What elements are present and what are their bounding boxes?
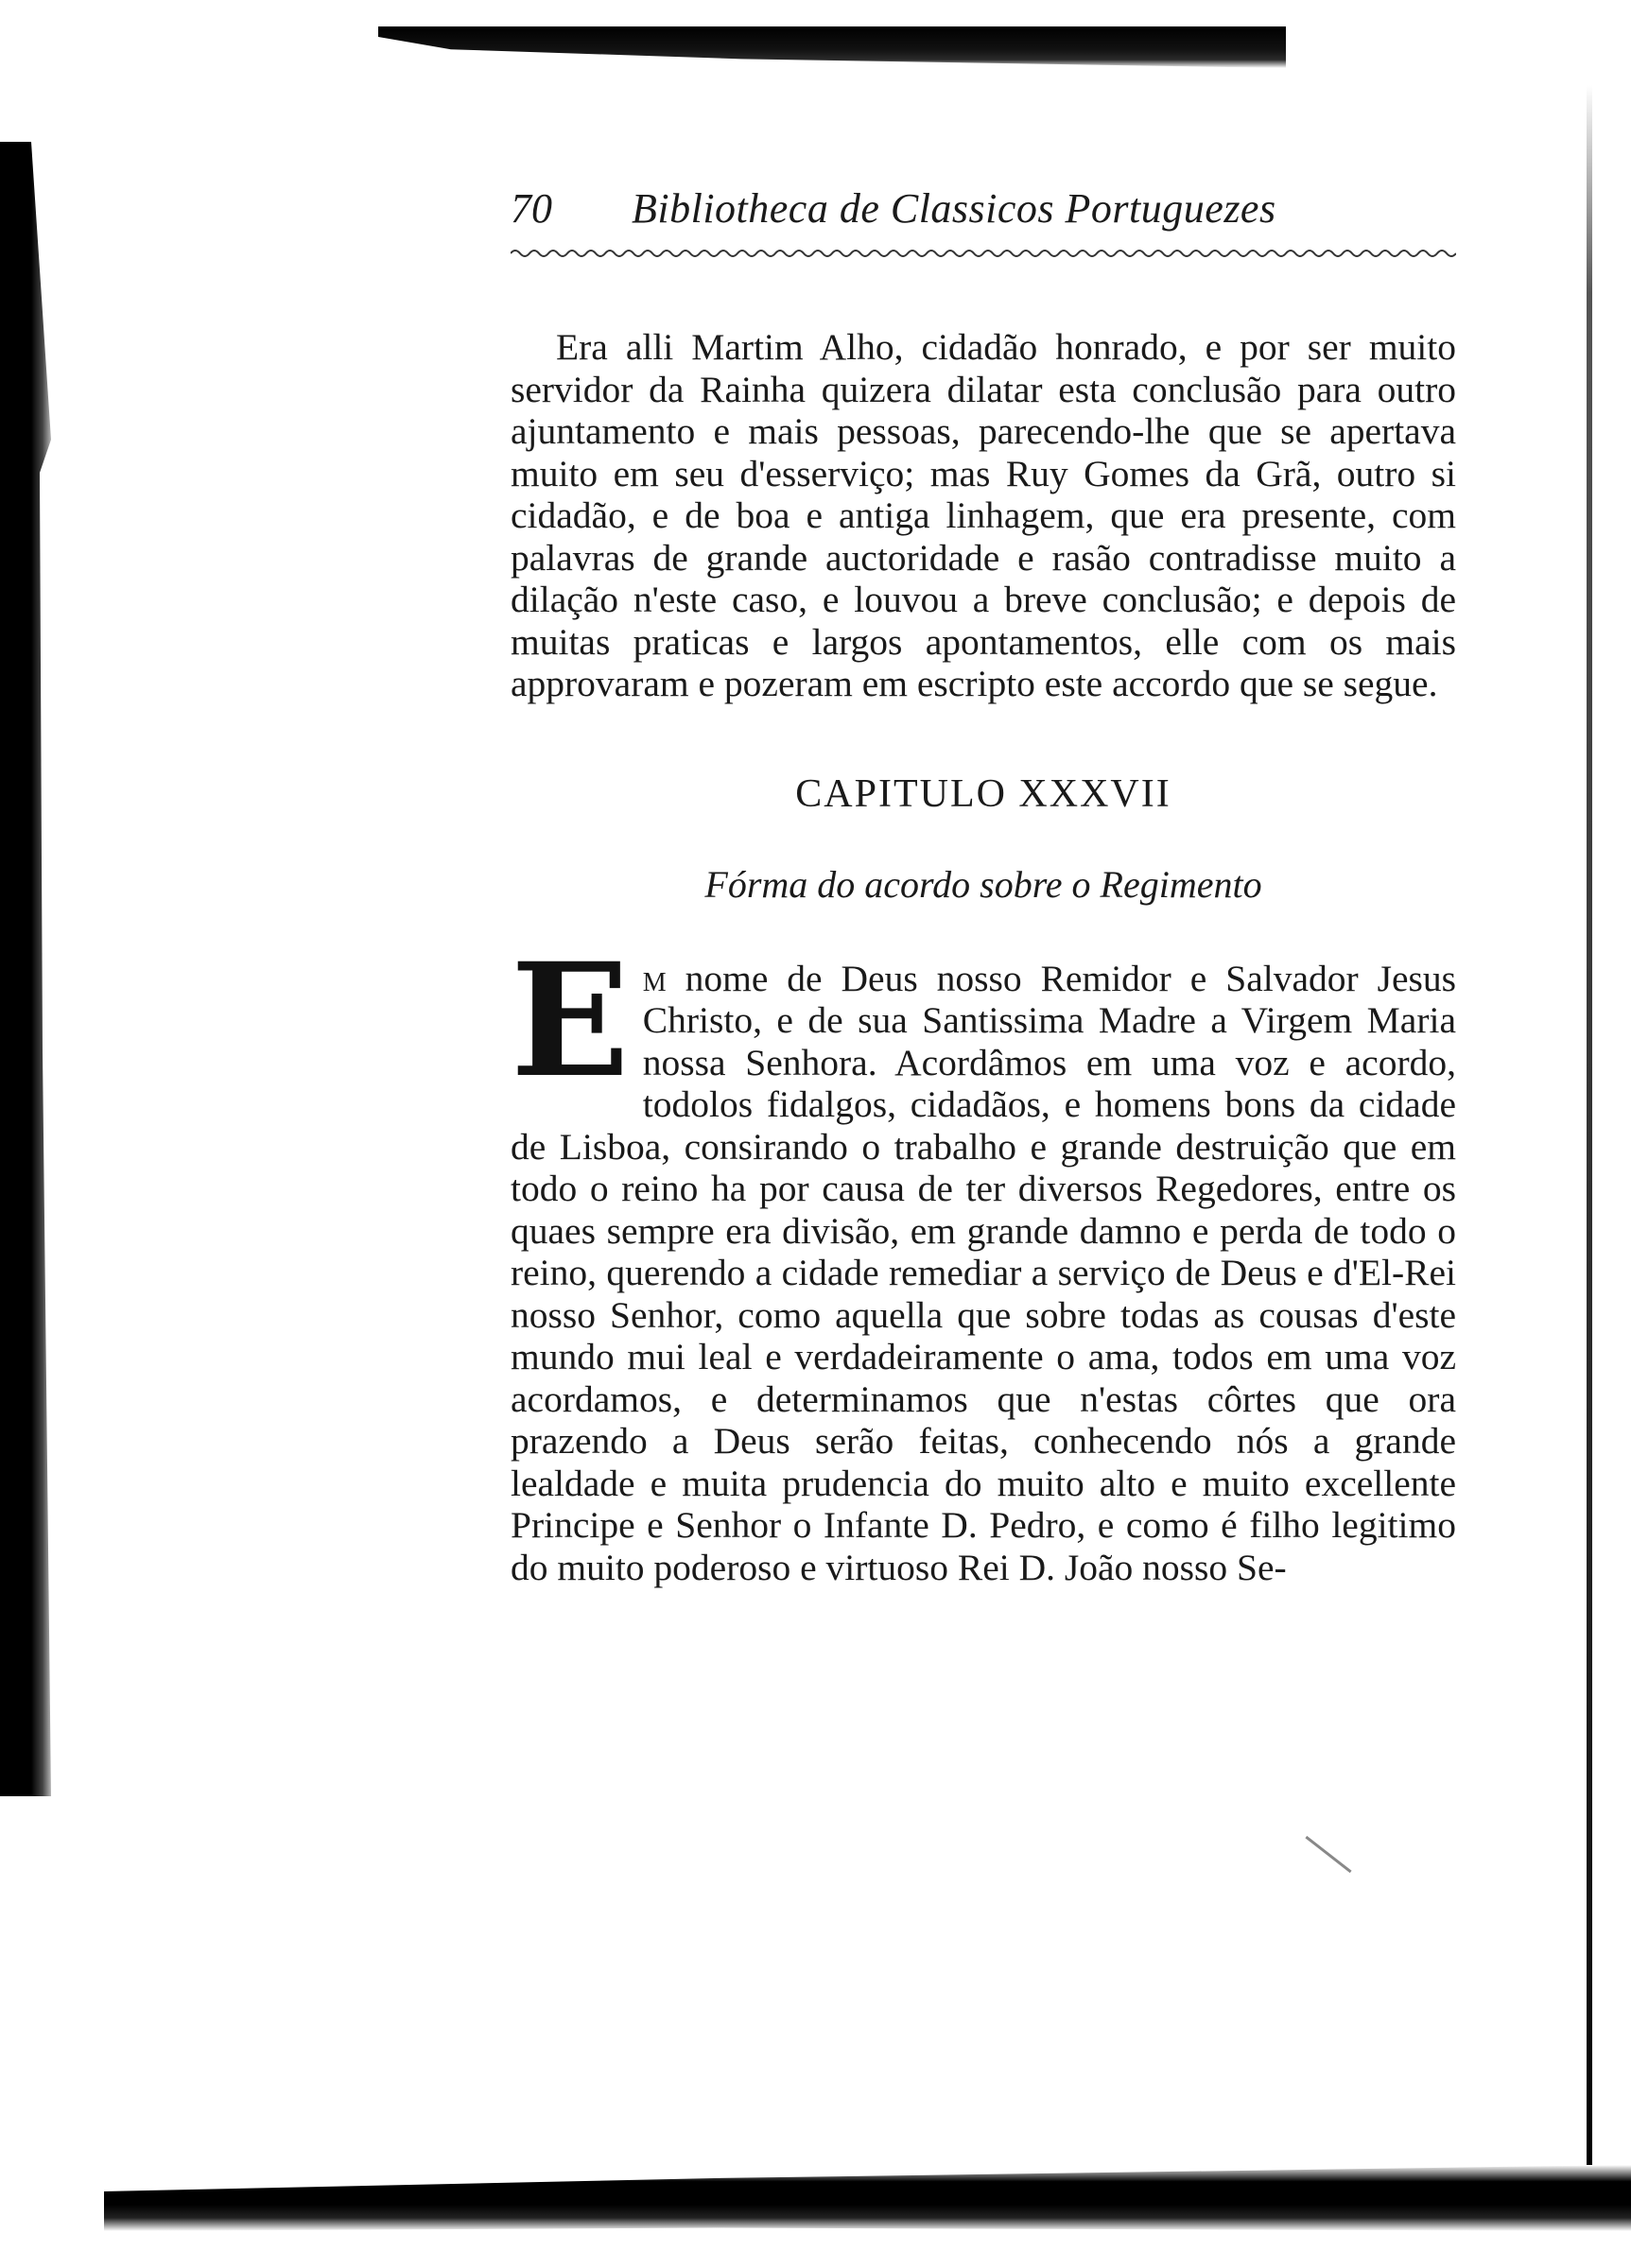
scan-border-top <box>378 26 1286 68</box>
scan-border-bottom <box>104 2165 1631 2231</box>
running-head-title: Bibliotheca de Classicos Portuguezes <box>632 185 1276 232</box>
scan-border-right <box>1587 85 1592 2165</box>
scan-border-left <box>0 142 57 1796</box>
drop-cap-initial: E <box>511 927 630 1112</box>
running-head <box>511 184 1456 241</box>
page-number: 70 <box>511 185 552 232</box>
chapter-subtitle: Fórma do acordo sobre o Regimento <box>704 862 1262 906</box>
chapter-heading: CAPITULO XXXVII <box>795 771 1171 816</box>
stray-ink-mark <box>1305 1836 1351 1873</box>
paragraph-2-text: nome de Deus nosso Remidor e Salvador Jesus Christo, e de sua Santissima Madre a Virgem Maria nossa Senhora. Acordâmos em uma voz e acordo, todolos fidalgos, cidadãos, e homens bons da cidade de Lisboa, consirando o trabalho e grande destruição que em todo o reino ha por causa de ter diversos Regedores, entre os quaes sempre era divisão, em grande damno e perda de todo o reino, querendo a cidade remediar a serviço de Deus e d'El-Rei nosso Senhor, como aquella que sobre todas as cousas d'este mundo mui leal e verdadeiramente o ama, todos em uma voz acordamos, e determinamos que n'estas côrtes que ora prazendo a Deus serão feitas, conhecendo nós a grande lealdade e muita prudencia do muito alto e muito excellente Principe e Senhor o Infante D. Pedro, e como é filho legitimo do muito poderoso e virtuoso Rei D. João nosso Se- <box>511 957 1456 1588</box>
wavy-rule-divider <box>511 247 1456 260</box>
drop-cap-continuation: m <box>642 957 667 999</box>
book-page <box>511 184 1456 1626</box>
paragraph-1: Era alli Martim Alho, cidadão honrado, e por ser muito servidor da Rainha quizera dilatar esta conclusão para outro ajuntamento e mais pessoas, parecendo-lhe que se apertava muito em seu d'esserviço; mas Ruy Gomes da Grã, outro si cidadão, e de boa e antiga linhagem, que era presente, com palavras de grande auctoridade e rasão contradisse muito a dilação n'este caso, e louvou a breve conclusão; e depois de muitas praticas e largos apontamentos, elle com os mais approvaram e pozeram em escripto este accordo que se segue. <box>511 326 1456 704</box>
paragraph-2 <box>511 927 1456 1589</box>
